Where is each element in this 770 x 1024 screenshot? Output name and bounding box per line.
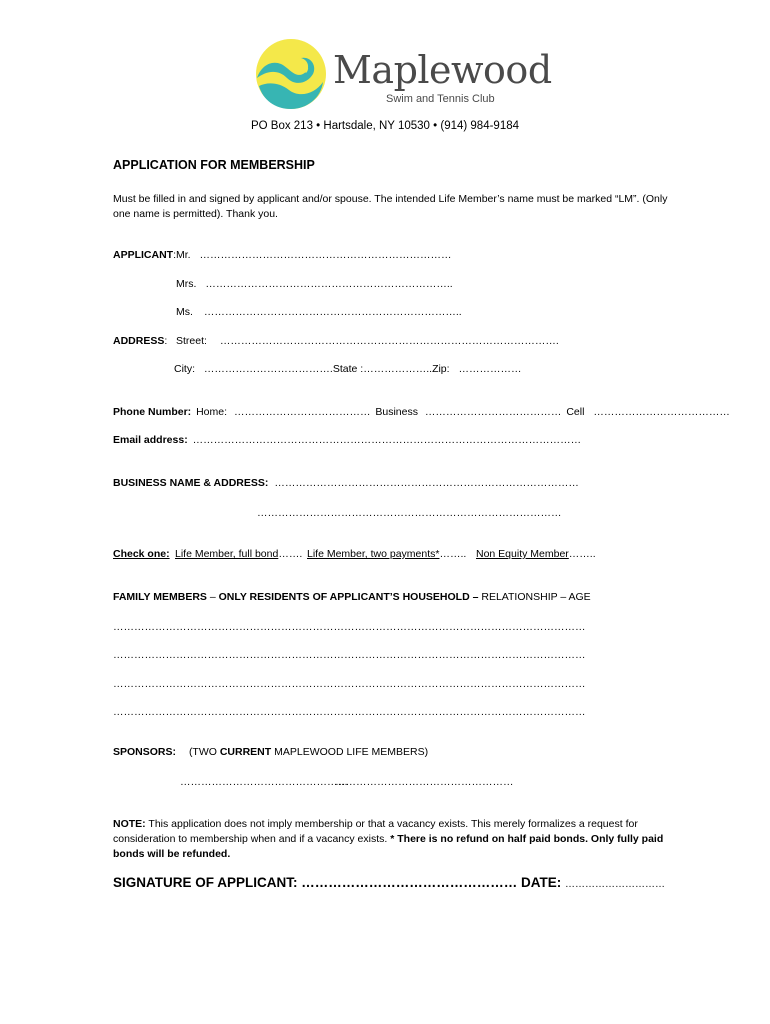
option-two-payments-label[interactable]: Life Member, two payments* <box>307 548 440 560</box>
signature-label: SIGNATURE OF APPLICANT: <box>113 875 298 890</box>
phone-row[interactable] <box>113 406 730 418</box>
mr-label: Mr. <box>176 249 191 261</box>
applicant-label-group <box>113 249 176 261</box>
option-full-bond-dots: ……. <box>278 548 303 560</box>
business-name-line1[interactable]: …………………………………………………………………………… <box>274 477 579 489</box>
form-title: APPLICATION FOR MEMBERSHIP <box>113 158 315 172</box>
business-row[interactable] <box>113 477 579 489</box>
address-label-group <box>113 335 167 347</box>
ms-line[interactable]: ……………………………………………………………….. <box>203 306 462 318</box>
option-two-payments-dots: …….. <box>439 548 467 560</box>
sponsors-row <box>113 746 428 758</box>
note-bold-text: * There is no refund on half paid bonds. Only fully paid bonds will be refunded. <box>113 833 664 860</box>
date-label: DATE: <box>521 875 562 890</box>
option-two-payments[interactable] <box>307 548 466 560</box>
street-field[interactable] <box>176 335 559 347</box>
note-paragraph <box>113 817 673 862</box>
business-label: Business <box>375 406 418 418</box>
state-label: State <box>332 363 358 375</box>
maplewood-logo-icon <box>255 38 327 110</box>
mrs-line[interactable]: …………………………………………………………….. <box>205 278 453 290</box>
sponsor-line-2[interactable]: …………………………………………… <box>335 776 514 788</box>
business-name-line2[interactable]: …………………………………………………………………………… <box>257 507 562 519</box>
mrs-label: Mrs. <box>176 278 197 290</box>
zip-label: Zip: <box>432 363 450 375</box>
applicant-colon: : <box>173 249 177 261</box>
email-line[interactable]: ………………………………………………………………………………………………… <box>192 434 582 446</box>
family-line-1[interactable]: ……………………………………………………………………………………………………………………… <box>113 621 586 633</box>
family-heading-rest: RELATIONSHIP – AGE <box>478 591 591 603</box>
sponsors-text-bold: CURRENT <box>219 746 272 758</box>
note-text: This application does not imply membership or that a vacancy exists. This merely formalizes a request for consideration to membership when and if a vacancy exists. <box>113 818 638 845</box>
option-full-bond[interactable] <box>175 548 302 560</box>
applicant-ms-field[interactable] <box>176 306 462 318</box>
applicant-label: APPLICANT <box>113 249 174 261</box>
family-line-2[interactable]: ……………………………………………………………………………………………………………………… <box>113 649 586 661</box>
mr-line[interactable]: ……………………………………………………………… <box>199 249 452 261</box>
sponsors-text-close: MAPLEWOOD LIFE MEMBERS) <box>271 746 429 758</box>
check-one-row <box>113 548 170 560</box>
brand-tagline: Swim and Tennis Club <box>386 93 495 105</box>
applicant-mrs-field[interactable] <box>176 278 453 290</box>
address-colon: : <box>164 335 168 347</box>
applicant-mr-field[interactable] <box>176 249 452 261</box>
note-label: NOTE: <box>113 818 146 830</box>
city-label: City: <box>174 363 195 375</box>
ms-label: Ms. <box>176 306 193 318</box>
form-intro: Must be filled in and signed by applicant and/or spouse. The intended Life Member’s name must be marked “LM”. (Only one name is permitted). Thank you. <box>113 193 668 220</box>
date-line[interactable]: ………………………… <box>565 879 666 890</box>
business-name-label: BUSINESS NAME & ADDRESS: <box>113 477 269 489</box>
family-heading-dash: – <box>206 591 219 603</box>
cell-line[interactable]: ………………………………… <box>593 406 730 418</box>
check-one-label: Check one: <box>113 548 170 560</box>
state-line[interactable]: :……………….. <box>360 363 433 375</box>
home-label: Home: <box>196 406 228 418</box>
family-line-3[interactable]: ……………………………………………………………………………………………………………………… <box>113 678 586 690</box>
street-label: Street: <box>176 335 207 347</box>
brand-name: Maplewood <box>333 48 552 92</box>
sponsors-label: SPONSORS: <box>113 746 177 758</box>
home-line[interactable]: ………………………………… <box>233 406 371 418</box>
phone-label: Phone Number: <box>113 406 192 418</box>
signature-line[interactable]: ………………………………………… <box>301 875 518 890</box>
email-row[interactable] <box>113 434 581 446</box>
family-line-4[interactable]: ……………………………………………………………………………………………………………………… <box>113 706 586 718</box>
option-non-equity[interactable] <box>476 548 596 560</box>
street-line[interactable]: ……………………………………………………………………………………. <box>219 335 559 347</box>
family-heading-bold: FAMILY MEMBERS <box>113 591 207 603</box>
cell-label: Cell <box>566 406 585 418</box>
business-line[interactable]: ………………………………… <box>424 406 562 418</box>
address-label: ADDRESS <box>113 335 165 347</box>
contact-line: PO Box 213 • Hartsdale, NY 10530 • (914) 984-9184 <box>250 120 520 132</box>
email-label: Email address: <box>113 434 188 446</box>
option-non-equity-label[interactable]: Non Equity Member <box>476 548 569 560</box>
family-heading <box>113 591 591 603</box>
city-state-zip-field[interactable] <box>174 363 522 375</box>
signature-row[interactable] <box>113 875 665 890</box>
city-line[interactable]: ………………………………. <box>203 363 333 375</box>
family-heading-bold2: ONLY RESIDENTS OF APPLICANT’S HOUSEHOLD – <box>218 591 479 603</box>
zip-line[interactable]: ……………… <box>458 363 522 375</box>
option-non-equity-dots: …….. <box>568 548 596 560</box>
sponsor-line-1[interactable]: ………………………………………… <box>180 776 348 788</box>
option-full-bond-label[interactable]: Life Member, full bond <box>175 548 279 560</box>
sponsors-text-open: (TWO <box>188 746 220 758</box>
